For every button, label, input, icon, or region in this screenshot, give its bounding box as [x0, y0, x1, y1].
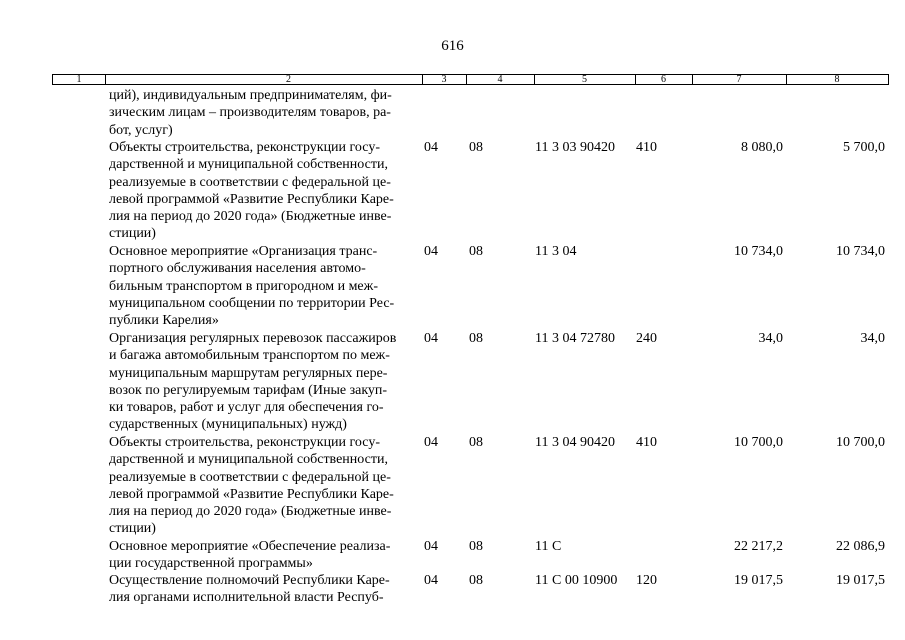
amount-col-8: 22 086,9: [836, 539, 885, 554]
description-line: дарственной и муниципальной собственности,: [109, 157, 388, 173]
amount-col-7: 34,0: [758, 331, 783, 346]
subsection-code: 08: [469, 244, 483, 259]
expense-type-code: 410: [636, 140, 657, 155]
target-article-code: 11 С: [535, 539, 562, 554]
section-code: 04: [424, 539, 438, 554]
description-line: Осуществление полномочий Республики Каре-: [109, 573, 390, 588]
description-line: и багажа автомобильным транспортом по меж-: [109, 348, 390, 364]
row-description: [109, 538, 421, 573]
amount-col-8: 19 017,5: [836, 573, 885, 588]
subsection-code: 08: [469, 539, 483, 554]
target-article-code: 11 С 00 10900: [535, 573, 618, 588]
description-line: портного обслуживания населения автомо-: [109, 261, 366, 277]
table-header: [52, 74, 889, 85]
row-description: [109, 139, 421, 243]
description-line: Объекты строительства, реконструкции госу-: [109, 140, 380, 155]
description-line: стиции): [109, 521, 156, 537]
description-line: муниципальном сообщении по территории Рес-: [109, 295, 395, 311]
header-col-7: 7: [736, 74, 742, 85]
description-line: ки товаров, работ и услуг для обеспечения го-: [109, 400, 384, 416]
target-article-code: 11 3 03 90420: [535, 140, 615, 155]
header-col-1: 1: [76, 74, 82, 85]
header-col-2: 2: [286, 74, 291, 85]
description-line: реализуемые в соответствии с федеральной це-: [109, 174, 391, 190]
description-line: муниципальным маршрутам регулярных пере-: [109, 365, 388, 381]
description-line: ции государственной программы»: [109, 556, 313, 572]
header-col-3: 3: [441, 74, 447, 85]
row-description: [109, 572, 421, 607]
header-col-6: 6: [661, 74, 666, 85]
header-col-4: 4: [497, 74, 503, 85]
description-line: реализуемые в соответствии с федеральной це-: [109, 469, 391, 485]
section-code: 04: [424, 331, 438, 346]
description-line: лия на период до 2020 года» (Бюджетные инве-: [109, 209, 392, 225]
target-article-code: 11 3 04: [535, 244, 577, 259]
description-line: сударственных (муниципальных) нужд): [109, 417, 347, 433]
expense-type-code: 120: [636, 573, 657, 588]
amount-col-7: 19 017,5: [734, 573, 783, 588]
section-code: 04: [424, 573, 438, 588]
description-line: стиции): [109, 226, 156, 242]
amount-col-8: 10 734,0: [836, 244, 885, 259]
description-line: левой программой «Развитие Республики Каре-: [109, 191, 394, 207]
row-description: [109, 243, 421, 329]
description-line: зическим лицам – производителям товаров, ра-: [109, 105, 391, 121]
row-description: [109, 330, 421, 434]
description-line: Организация регулярных перевозок пассажиров: [109, 331, 397, 346]
subsection-code: 08: [469, 573, 483, 588]
description-line: лия органами исполнительной власти Респуб-: [109, 590, 384, 606]
header-col-5: 5: [582, 74, 587, 85]
expense-type-code: 240: [636, 331, 657, 346]
row-description: [109, 434, 421, 538]
description-line: дарственной и муниципальной собственности,: [109, 452, 388, 468]
amount-col-8: 34,0: [860, 331, 885, 346]
section-code: 04: [424, 435, 438, 450]
target-article-code: 11 3 04 90420: [535, 435, 615, 450]
amount-col-7: 10 700,0: [734, 435, 783, 450]
amount-col-8: 10 700,0: [836, 435, 885, 450]
expense-type-code: 410: [636, 435, 657, 450]
description-line: бот, услуг): [109, 122, 173, 138]
description-line: Основное мероприятие «Обеспечение реализа-: [109, 539, 391, 554]
amount-col-7: 10 734,0: [734, 244, 783, 259]
target-article-code: 11 3 04 72780: [535, 331, 615, 346]
row-description: [109, 87, 421, 139]
header-col-8: 8: [834, 74, 840, 85]
subsection-code: 08: [469, 140, 483, 155]
description-line: ций), индивидуальным предпринимателям, фи-: [109, 88, 392, 103]
description-line: Основное мероприятие «Организация транс-: [109, 244, 378, 259]
description-line: бильным транспортом в пригородном и меж-: [109, 278, 378, 294]
subsection-code: 08: [469, 331, 483, 346]
description-line: Объекты строительства, реконструкции госу-: [109, 435, 380, 450]
description-line: лия на период до 2020 года» (Бюджетные инве-: [109, 504, 392, 520]
amount-col-7: 8 080,0: [741, 140, 783, 155]
description-line: публики Карелия»: [109, 313, 219, 329]
section-code: 04: [424, 244, 438, 259]
page-number: 616: [441, 38, 464, 54]
subsection-code: 08: [469, 435, 483, 450]
section-code: 04: [424, 140, 438, 155]
amount-col-8: 5 700,0: [843, 140, 885, 155]
amount-col-7: 22 217,2: [734, 539, 783, 554]
description-line: возок по регулируемым тарифам (Иные закуп-: [109, 382, 388, 398]
description-line: левой программой «Развитие Республики Каре-: [109, 486, 394, 502]
